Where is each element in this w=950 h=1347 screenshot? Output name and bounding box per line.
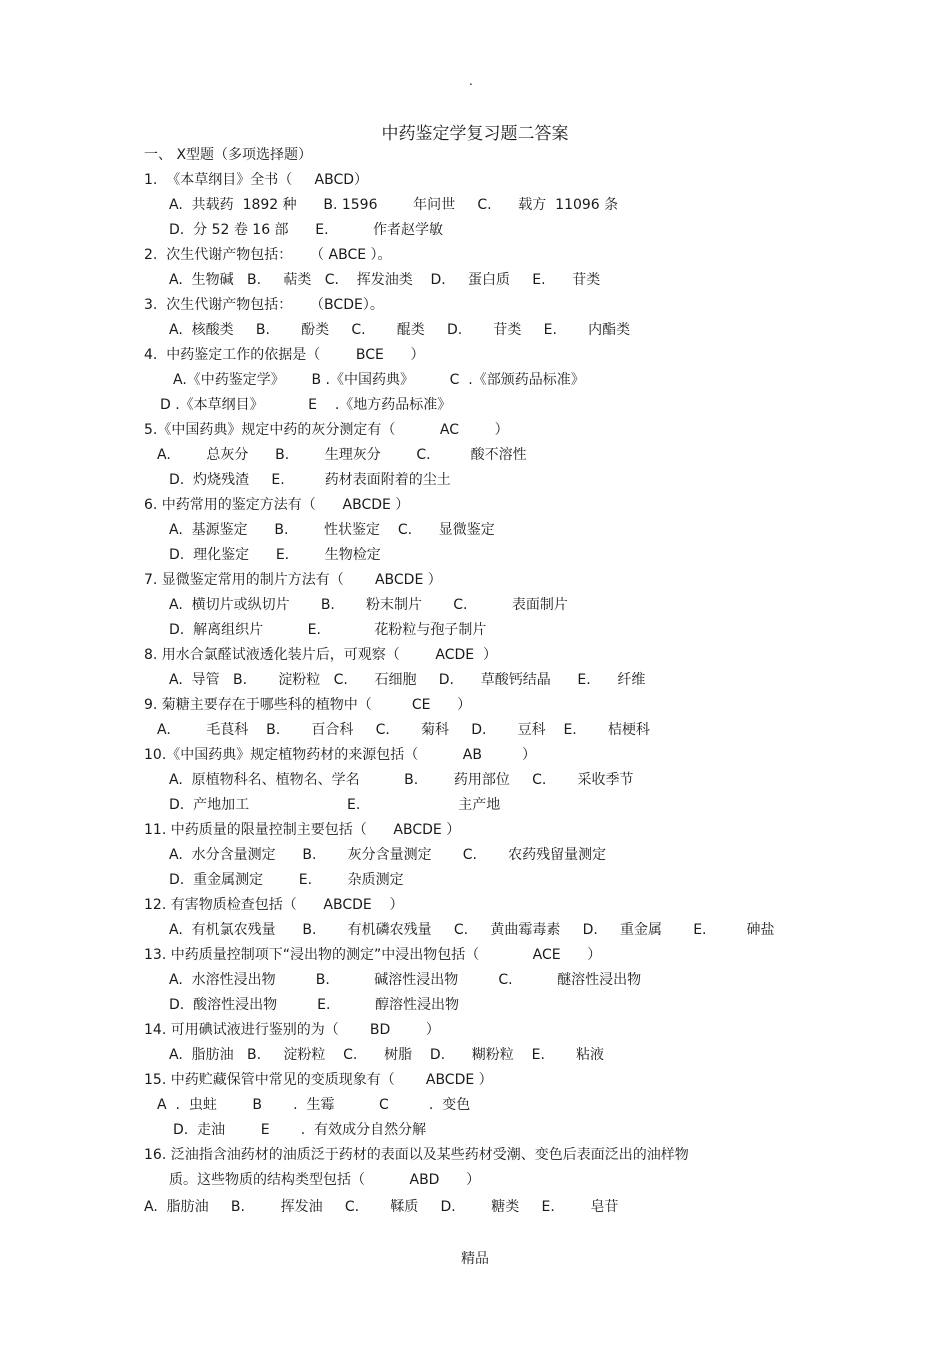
text-line: 15. 中药贮藏保管中常见的变质现象有（ ABCDE ） xyxy=(144,1072,493,1088)
text-line: 8. 用水合氯醛试液透化装片后，可观察（ ACDE ） xyxy=(144,647,498,663)
text-line: D. 解离组织片 E. 花粉粒与孢子制片 xyxy=(169,622,487,638)
text-line: D. 分 52 卷 16 部 E. 作者赵学敏 xyxy=(169,222,444,238)
text-line: 1. 《本草纲目》全书（ ABCD） xyxy=(144,172,368,188)
text-line: D. 重金属测定 E. 杂质测定 xyxy=(169,872,404,888)
text-line: A. 导管 B. 淀粉粒 C. 石细胞 D. 草酸钙结晶 E. 纤维 xyxy=(169,672,646,688)
text-line: A. 毛茛科 B. 百合科 C. 菊科 D. 豆科 E. 桔梗科 xyxy=(157,722,650,738)
text-line: 12. 有害物质检查包括（ ABCDE ） xyxy=(144,897,404,913)
text-line: 10.《中国药典》规定植物药材的来源包括（ AB ） xyxy=(144,747,536,763)
text-line: 14. 可用碘试液进行鉴别的为（ BD ） xyxy=(144,1022,440,1038)
text-line: 11. 中药质量的限量控制主要包括（ ABCDE ） xyxy=(144,822,461,838)
text-line: A . 虫蛀 B . 生霉 C . 变色 xyxy=(157,1097,471,1113)
text-line: A. 原植物科名、植物名、学名 B. 药用部位 C. 采收季节 xyxy=(169,772,634,788)
text-line: 2. 次生代谢产物包括： （ ABCE ）。 xyxy=(144,247,392,263)
text-line: A. 总灰分 B. 生理灰分 C. 酸不溶性 xyxy=(157,447,527,463)
text-line: D. 灼烧残渣 E. 药材表面附着的尘土 xyxy=(169,472,451,488)
text-line: A. 生物碱 B. 萜类 C. 挥发油类 D. 蛋白质 E. 苷类 xyxy=(169,272,601,288)
page-footer: 精品 xyxy=(461,1251,489,1267)
text-line: 7. 显微鉴定常用的制片方法有（ ABCDE ） xyxy=(144,572,442,588)
text-line: A. 基源鉴定 B. 性状鉴定 C. 显微鉴定 xyxy=(169,522,495,538)
text-line: 4. 中药鉴定工作的依据是（ BCE ） xyxy=(144,347,425,363)
text-line: D. 酸溶性浸出物 E. 醇溶性浸出物 xyxy=(169,997,459,1013)
text-line: 5.《中国药典》规定中药的灰分测定有（ AC ） xyxy=(144,422,509,438)
text-line: A. 横切片或纵切片 B. 粉末制片 C. 表面制片 xyxy=(169,597,568,613)
text-line: A. 核酸类 B. 酚类 C. 醌类 D. 苷类 E. 内酯类 xyxy=(169,322,631,338)
text-line: 13. 中药质量控制项下“浸出物的测定”中浸出物包括（ ACE ） xyxy=(144,947,602,963)
text-line: D. 理化鉴定 E. 生物检定 xyxy=(169,547,381,563)
text-line: D. 产地加工 E. 主产地 xyxy=(169,797,501,813)
text-line: A. 共载药 1892 种 B. 1596 年问世 C. 载方 11096 条 xyxy=(169,197,619,213)
header-dot: . xyxy=(469,74,473,88)
text-line: A. 水分含量测定 B. 灰分含量测定 C. 农药残留量测定 xyxy=(169,847,607,863)
text-line: A. 脂肪油 B. 淀粉粒 C. 树脂 D. 糊粉粒 E. 粘液 xyxy=(169,1047,605,1063)
text-line: 9. 菊糖主要存在于哪些科的植物中（ CE ） xyxy=(144,697,472,713)
text-line: D. 走油 E . 有效成分自然分解 xyxy=(173,1122,427,1138)
text-line: A. 有机氯农残量 B. 有机磷农残量 C. 黄曲霉毒素 D. 重金属 E. 砷盐 xyxy=(169,922,775,938)
text-line: 6. 中药常用的鉴定方法有（ ABCDE ） xyxy=(144,497,410,513)
page-title: 中药鉴定学复习题二答案 xyxy=(381,124,569,144)
text-line: D .《本草纲目》 E .《地方药品标准》 xyxy=(160,397,452,413)
text-line: A. 脂肪油 B. 挥发油 C. 鞣质 D. 糖类 E. 皂苷 xyxy=(144,1199,619,1215)
text-line: A.《中药鉴定学》 B .《中国药典》 C .《部颁药品标准》 xyxy=(173,372,585,388)
text-line: A. 水溶性浸出物 B. 碱溶性浸出物 C. 醚溶性浸出物 xyxy=(169,972,642,988)
text-line: 16. 泛油指含油药材的油质泛于药材的表面以及某些药材受潮、变色后表面泛出的油样物 xyxy=(144,1147,689,1163)
text-line: 质。这些物质的结构类型包括（ ABD ） xyxy=(169,1172,481,1188)
text-line: 一、 X型题（多项选择题） xyxy=(144,147,313,163)
text-line: 3. 次生代谢产物包括： （BCDE）。 xyxy=(144,297,384,313)
